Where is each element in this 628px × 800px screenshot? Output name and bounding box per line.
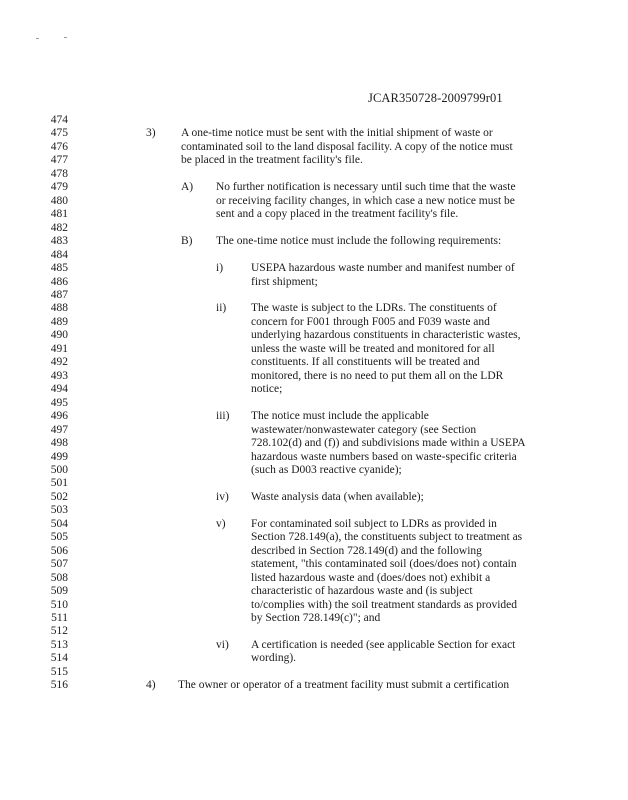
document-id: JCAR350728-2009799r01 (368, 91, 503, 105)
paragraph-line: wastewater/nonwastewater category (see Section (251, 423, 477, 436)
paragraph-line: The waste is subject to the LDRs. The constituents of (251, 302, 497, 315)
paragraph-line: No further notification is necessary until such time that the waste (216, 181, 516, 194)
paragraph-marker: vi) (216, 638, 229, 651)
line-number: 479 (50, 181, 68, 194)
paragraph-line: A one-time notice must be sent with the initial shipment of waste or (181, 127, 493, 140)
line-number: 498 (50, 437, 68, 450)
line-number: 506 (50, 544, 68, 557)
line-number: 485 (50, 262, 68, 275)
paragraph-line: described in Section 728.149(d) and the following (251, 544, 482, 557)
line-number: 505 (50, 531, 68, 544)
line-number: 478 (50, 167, 68, 180)
line-number: 501 (50, 477, 68, 490)
line-number: 514 (50, 652, 68, 665)
paragraph-marker: ii) (216, 302, 227, 315)
line-number: 513 (50, 638, 68, 651)
paragraph-line: statement, "this contaminated soil (does/does not) contain (251, 558, 517, 571)
line-number: 482 (50, 221, 68, 234)
paragraph-line: (such as D003 reactive cyanide); (251, 463, 402, 476)
line-number: 490 (50, 329, 68, 342)
line-number: 508 (50, 571, 68, 584)
paragraph-marker: i) (216, 262, 224, 275)
line-number: 481 (50, 208, 68, 221)
paragraph-marker: 3) (146, 127, 156, 140)
paragraph-line: to/complies with) the soil treatment standards as provided (251, 598, 518, 611)
line-number: 491 (50, 342, 68, 355)
paragraph-line: or receiving facility changes, in which case a new notice must be (216, 194, 515, 207)
paragraph-marker: iv) (216, 490, 229, 503)
paragraph-line: characteristic of hazardous waste and (is subject (251, 585, 473, 598)
paragraph-line: wording). (251, 652, 297, 665)
line-number: 480 (50, 194, 68, 207)
paragraph-line: The one-time notice must include the following requirements: (216, 235, 502, 248)
line-number: 496 (50, 410, 68, 423)
line-number: 489 (50, 315, 68, 328)
line-number: 497 (50, 423, 68, 436)
paragraph-line: first shipment; (251, 275, 318, 288)
line-number: 507 (50, 558, 68, 571)
line-number: 502 (50, 490, 68, 503)
paragraph-line: USEPA hazardous waste number and manifest number of (251, 262, 515, 275)
paragraph-line: by Section 728.149(c)"; and (251, 612, 381, 625)
paragraph-line: contaminated soil to the land disposal facility. A copy of the notice must (181, 140, 513, 153)
paragraph-marker: A) (181, 181, 194, 194)
line-number: 488 (50, 302, 68, 315)
paragraph-line: Waste analysis data (when available); (251, 490, 424, 503)
paragraph-line: sent and a copy placed in the treatment facility's file. (216, 208, 459, 221)
paragraph-line: A certification is needed (see applicable Section for exact (251, 638, 516, 651)
paragraph-line: underlying hazardous constituents in characteristic wastes, (251, 329, 521, 342)
line-number: 487 (50, 288, 68, 301)
line-number: 504 (50, 517, 68, 530)
paragraph-line: listed hazardous waste and (does/does not) exhibit a (251, 571, 491, 584)
line-number: 486 (50, 275, 68, 288)
line-number: 503 (50, 504, 68, 517)
line-number: 492 (50, 356, 68, 369)
paragraph-line: The owner or operator of a treatment facility must submit a certification (178, 679, 510, 692)
line-number: 512 (50, 625, 68, 638)
line-number: 493 (50, 369, 68, 382)
line-number: 499 (50, 450, 68, 463)
scan-speck (36, 38, 39, 39)
line-number: 476 (50, 140, 68, 153)
paragraph-line: monitored, there is no need to put them all on the LDR (251, 369, 504, 382)
paragraph-line: 728.102(d) and (f)) and subdivisions made within a USEPA (251, 437, 526, 450)
paragraph-marker: iii) (216, 410, 230, 423)
paragraph-marker: B) (181, 235, 193, 248)
paragraph-marker: 4) (146, 679, 156, 692)
line-number: 516 (50, 679, 68, 692)
line-number: 475 (50, 127, 68, 140)
line-number: 500 (50, 463, 68, 476)
paragraph-line: unless the waste will be treated and monitored for all (251, 342, 495, 355)
paragraph-line: notice; (251, 383, 283, 396)
paragraph-line: Section 728.149(a), the constituents subject to treatment as (251, 531, 523, 544)
line-number: 511 (51, 612, 68, 625)
line-number: 515 (50, 665, 68, 678)
scan-speck (64, 37, 67, 38)
line-number: 477 (50, 154, 68, 167)
paragraph-line: The notice must include the applicable (251, 410, 429, 423)
paragraph-marker: v) (216, 517, 226, 530)
paragraph-line: concern for F001 through F005 and F039 waste and (251, 315, 490, 328)
paragraph-line: hazardous waste numbers based on waste-specific criteria (251, 450, 517, 463)
line-number: 509 (50, 585, 68, 598)
line-number: 495 (50, 396, 68, 409)
line-number: 484 (50, 248, 68, 261)
line-number: 474 (50, 114, 68, 126)
paragraph-line: constituents. If all constituents will be treated and (251, 356, 480, 369)
paragraph-line: For contaminated soil subject to LDRs as provided in (251, 517, 497, 530)
line-number: 494 (50, 383, 68, 396)
paragraph-line: be placed in the treatment facility's file. (181, 154, 363, 167)
line-number: 510 (50, 598, 68, 611)
line-number: 483 (50, 235, 68, 248)
